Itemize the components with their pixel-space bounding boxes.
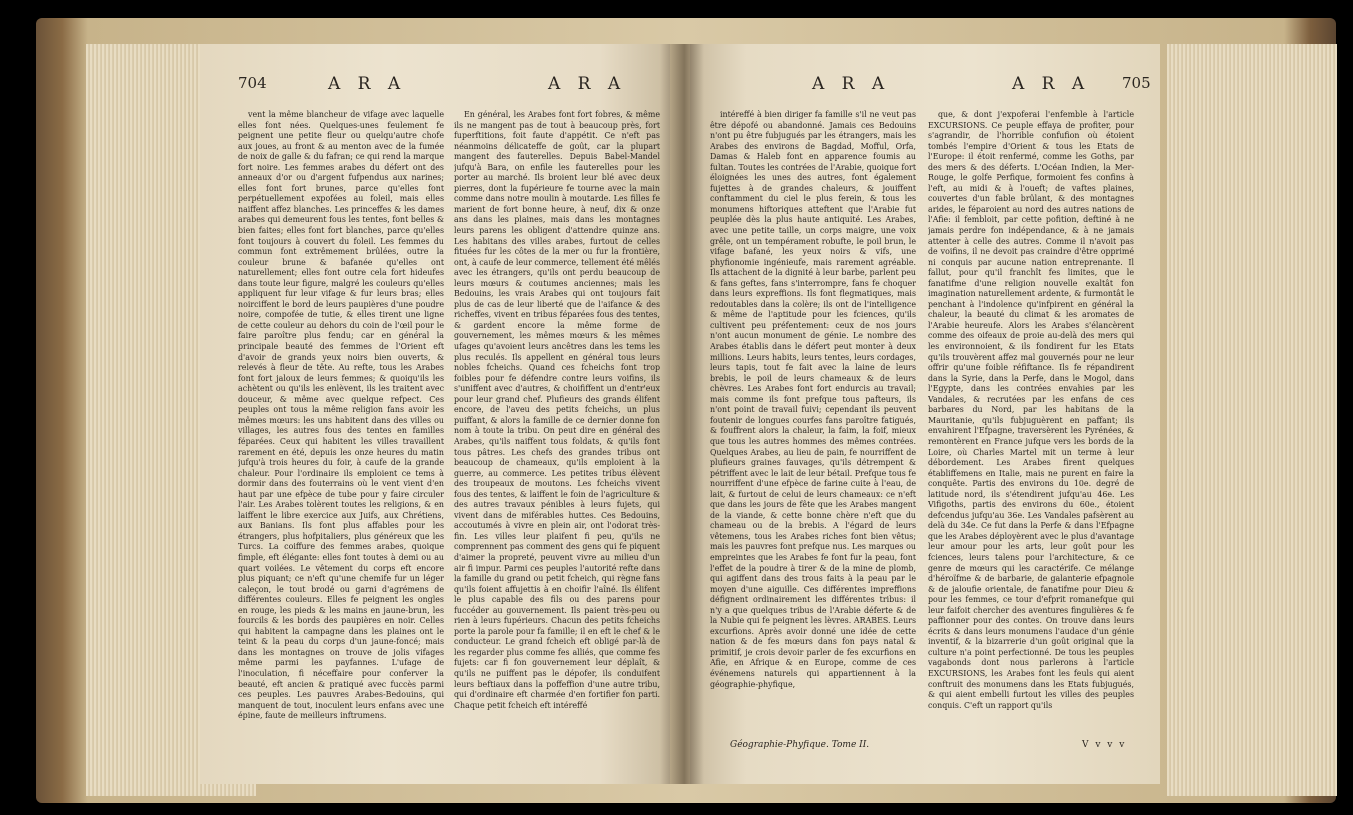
left-column-2: [454, 110, 660, 760]
right-column-2-text: que, & dont j'expoferai l'enfemble à l'article EXCURSIONS. Ce peuple effaya de profiter, pour s'agrandir, de l'horrible confufion où étoient tombés l'empire d'Orient & tous les Etats de l'Europe: il étoit renfermé, comme les Goths, par des mers & des déferts. L'Océan Indien, la Mer-Rouge, le golfe Perfique, formoient fes confins à l'eft, au midi & à l'oueft; de vaftes plaines, couvertes d'un fable brûlant, & des montagnes arides, le féparoient au nord des autres nations de l'Afie: il fembloit, par cette pofition, deftiné à ne jamais perdre fon indépendance, & à ne jamais attenter à celle des autres. Comme il n'avoit pas de voifins, il ne devoit pas craindre d'être opprimé ni conquis par aucune nation entreprenante. Il fallut, pour qu'il franchît fes limites, que le fanatifme d'une religion nouvelle exaltât fon imagination naturellement ardente, & furmontât le penchant à l'indolence qu'infpirent en général la chaleur, la beauté du climat & les aromates de l'Arabie heureufe. Alors les Arabes s'élancèrent comme des oifeaux de proie au-delà des mers qui les environnoient, & ils fondirent fur les Etats qu'ils trouvèrent affez mal gouvernés pour ne leur offrir qu'une foible réfiftance. Ils fe répandirent dans la Syrie, dans la Perfe, dans le Mogol, dans l'Egypte, dans les contrées envahies par les Vandales, & recrutées par les enfans de ces barbares du Nord, par les habitans de la Mauritanie, qu'ils fubjuguèrent en paffant; ils envahirent l'Efpagne, traversèrent les Pyrénées, & remontèrent en France jufque vers les bords de la Loire, où Charles Martel mit un terme à leur débordement. Les Arabes firent quelques établiffemens en Italie, mais ne purent en faire la conquête. Partis des environs du 10e. degré de latitude nord, ils s'étendirent jufqu'au 46e. Les Vifigoths, partis des environs du 60e., étoient defcendus jufqu'au 36e. Les Vandales pafsèrent au delà du 34e. Ce fut dans la Perfe & dans l'Efpagne que les Arabes déployèrent avec le plus d'avantage leur amour pour les arts, leur goût pour les fciences, leurs talens pour l'architecture, & ce genre de mœurs qui les caractérife. Ce mélange d'héroïfme & de barbarie, de galanterie efpagnole & de jaloufie orientale, de fanatifme pour Dieu & pour les femmes, ce tour d'efprit romanefque qui leur faifoit chercher des aventures fingulières & fe paffionner pour des contes. On trouve dans leurs écrits & dans leurs monumens l'audace d'un génie inventif, & la bizarrerie d'un goût original que la culture n'a point perfectionné. De tous les peuples vagabonds dont nous parlerons à l'article EXCURSIONS, les Arabes font les feuls qui aient conftruit des monumens dans les Etats fubjugués, & qui aient embelli furtout les villes des peuples conquis. C'eft un rapport qu'ils: [928, 110, 1134, 710]
right-column-2: [928, 110, 1134, 734]
right-page: [690, 44, 1160, 784]
right-footer: Géographie-Phyfique. Tome II.: [730, 740, 870, 750]
left-page-number: 704: [238, 74, 267, 92]
right-head-title-2: A R A: [1012, 74, 1091, 94]
right-column-1-text: intéreffé à bien diriger fa famille s'il ne veut pas être dépofé ou abandonné. Jamais ces Bedouins n'ont pu être fubjugués par les étrangers, mais les Arabes des environs de Bagdad, Mofful, Orfa, Damas & Haleb font en apparence foumis au fultan. Toutes les contrées de l'Arabie, quoique fort éloignées les unes des autres, font également fujettes à de grandes chaleurs, & jouiffent conftamment du ciel le plus ferein, & tous les monumens hiftoriques atteftent que l'Arabie fut peuplée dès la plus haute antiquité. Les Arabes, avec une petite taille, un corps maigre, une voix grêle, ont un tempérament robufte, le poil brun, le vifage bafané, les yeux noirs & vifs, une phyfionomie ingénieufe, mais rarement agréable. Ils attachent de la dignité à leur barbe, parlent peu & fans geftes, fans s'interrompre, fans fe choquer dans leurs expreffions. Ils font flegmatiques, mais redoutables dans la colère; ils ont de l'intelligence & même de l'aptitude pour les fciences, qu'ils cultivent peu préfentement: ceux de nos jours n'ont aucun monument de génie. Le nombre des Arabes établis dans le défert peut monter à deux millions. Leurs habits, leurs tentes, leurs cordages, leurs tapis, tout fe fait avec la laine de leurs brebis, le poil de leurs chameaux & de leurs chèvres. Les Arabes font fort endurcis au travail; mais comme ils font prefque tous pafteurs, ils n'ont point de travail fuivi; cependant ils peuvent foutenir de longues courfes fans paroître fatigués, & fouffrent alors la chaleur, la faim, la foif, mieux que tous les autres hommes des mêmes contrées. Quelques Arabes, au lieu de pain, fe nourriffent de plufieurs graines fauvages, qu'ils détrempent & pétriffent avec le lait de leur bétail. Prefque tous fe nourriffent d'une efpèce de farine cuite à l'eau, de lait, & furtout de celui de leurs chameaux: ce n'eft que dans les jours de fête que les Arabes mangent de la viande, & cette bonne chère n'eft que du chameau ou de la brebis. A l'égard de leurs vêtemens, tous les Arabes riches font bien vêtus; mais les pauvres font prefque nus. Les marques ou empreintes que les Arabes fe font fur la peau, font l'effet de la poudre à tirer & de la mine de plomb, qui agiffent dans des trous faits à la peau par le moyen d'une aiguille. Ces différentes impreffions défignent ordinairement les différentes tribus: il n'y a que quelques tribus de l'Arabie déferte & de la Nubie qui fe peignent les lèvres. ARABES. Leurs excurfions. Après avoir donné une idée de cette nation & de fes mœurs dans fon pays natal & primitif, je crois devoir parler de fes excurfions en Afie, en Afrique & en Europe, comme de ces événemens naturels qui appartiennent à la géographie-phyfique,: [710, 110, 916, 689]
left-page: [200, 44, 670, 784]
left-head-title-2: A R A: [548, 74, 627, 94]
right-running-head: [690, 74, 1160, 96]
left-running-head: [200, 74, 670, 96]
left-column-1-text: vent la même blancheur de vifage avec laquelle elles font nées. Quelques-unes feulement fe peignent une petite fleur ou quelqu'autre chofe aux joues, au front & au menton avec de la fumée de noix de galle & du fafran; ce qui rend la marque fort noire. Les femmes arabes du défert ont des anneaux d'or ou d'argent fufpendus aux narines; elles font fort brunes, parce qu'elles font perpétuellement expofées au foleil, mais elles naiffent affez blanches. Les princeffes & les dames arabes qui demeurent fous les tentes, font belles & bien faites; elles font fort blanches, parce qu'elles font toujours à couvert du foleil. Les femmes du commun font extrêmement brûlées, outre la couleur brune & bafanée qu'elles ont naturellement; elles font outre cela fort hideufes dans toute leur figure, malgré les couleurs qu'elles appliquent fur leur vifage & fur leurs bras; elles noirciffent le bord de leurs paupières d'une poudre noire, compofée de tutie, & elles tirent une ligne de cette couleur au dehors du coin de l'œil pour le faire paroître plus fendu; car en général la principale beauté des femmes de l'Orient eft d'avoir de grands yeux noirs bien ouverts, & relevés à fleur de tête. Au refte, tous les Arabes font fort jaloux de leurs femmes; & quoiqu'ils les achètent ou qu'ils les enlèvent, ils les traitent avec douceur, & même avec quelque refpect. Ces peuples ont tous la même religion fans avoir les mêmes mœurs: les uns habitent dans des villes ou villages, les autres fous des tentes en familles féparées. Ceux qui habitent les villes travaillent rarement en été, depuis les onze heures du matin jufqu'à trois heures du foir, à caufe de la grande chaleur. Pour l'ordinaire ils emploient ce tems à dormir dans des fouterrains où le vent vient d'en haut par une efpèce de tube pour y faire circuler l'air. Les Arabes tolèrent toutes les religions, & en laiffent le libre exercice aux Juifs, aux Chrétiens, aux Banians. Ils font plus affables pour les étrangers, plus hofpitaliers, plus généreux que les Turcs. La coiffure des femmes arabes, quoique fimple, eft élégante: elles font toutes à demi ou au quart voilées. Le vêtement du corps eft encore plus piquant; ce n'eft qu'une chemife fur un léger caleçon, le tout brodé ou garni d'agrémens de différentes couleurs. Elles fe peignent les ongles en rouge, les pieds & les mains en jaune-brun, les fourcils & les bords des paupières en noir. Celles qui habitent la campagne dans les plaines ont le teint & la peau du corps d'un jaune-foncé; mais dans les montagnes on trouve de jolis vifages même parmi les payfannes. L'ufage de l'inoculation, fi néceffaire pour conferver la beauté, eft ancien & pratiqué avec fuccès parmi ces peuples. Les pauvres Arabes-Bedouins, qui manquent de tout, inoculent leurs enfans avec une épine, faute de meilleurs inftrumens.: [238, 110, 444, 721]
left-head-title-1: A R A: [328, 74, 407, 94]
right-signature-mark: V v v v: [1082, 740, 1127, 750]
left-column-2-text: En général, les Arabes font fort fobres, & même ils ne mangent pas de tout à beaucoup près, fort fuperftitions, foit faute d'appétit. Ce n'eft pas néanmoins délicateffe de goût, car la plupart mangent des fauterelles. Depuis Babel-Mandel jufqu'à Bara, on enfile les fauterelles pour les porter au marché. Ils broient leur blé avec deux pierres, dont la fupérieure fe tourne avec la main comme dans notre moulin à moutarde. Les filles fe marient de fort bonne heure, à neuf, dix & onze ans dans les plaines, mais dans les montagnes leurs parens les obligent d'attendre quinze ans. Les habitans des villes arabes, furtout de celles fituées fur les côtes de la mer ou fur la frontière, ont, à caufe de leur commerce, tellement été mêlés avec les étrangers, qu'ils ont perdu beaucoup de leurs mœurs & coutumes anciennes; mais les Bedouins, les vrais Arabes qui ont toujours fait plus de cas de leur liberté que de l'aifance & des richeffes, vivent en tribus féparées fous des tentes, & gardent encore la même forme de gouvernement, les mêmes mœurs & les mêmes ufages qu'avoient leurs ancêtres dans les tems les plus reculés. Ils appellent en général tous leurs nobles fcheichs. Quand ces fcheichs font trop foibles pour fe défendre contre leurs voifins, ils s'uniffent avec d'autres, & choififfent un d'entr'eux pour leur grand chef. Plufieurs des grands élifent encore, de l'aveu des petits fcheichs, un plus puiffant, & alors la famille de ce dernier donne fon nom à toute la tribu. On peut dire en général des Arabes, qu'ils naiffent tous foldats, & qu'ils font tous pâtres. Les chefs des grandes tribus ont beaucoup de chameaux, qu'ils emploient à la guerre, au commerce. Les petites tribus élèvent des troupeaux de moutons. Les fcheichs vivent fous des tentes, & laiffent le foin de l'agriculture & des autres travaux pénibles à leurs fujets, qui vivent dans de miférables huttes. Ces Bedouins, accoutumés à vivre en plein air, ont l'odorat très-fin. Les villes leur plaifent fi peu, qu'ils ne comprennent pas comment des gens qui fe piquent d'aimer la propreté, peuvent vivre au milieu d'un air fi impur. Parmi ces peuples l'autorité refte dans la famille du grand ou petit fcheich, qui règne fans qu'ils foient affujettis à en choifir l'aîné. Ils élifent le plus capable des fils ou des parens pour fuccéder au gouvernement. Ils paient très-peu ou rien à leurs fupérieurs. Chacun des petits fcheichs porte la parole pour fa famille; il en eft le chef & le conducteur. Le grand fcheich eft obligé par-là de les regarder plus comme fes alliés, que comme fes fujets: car fi fon gouvernement leur déplaît, & qu'ils ne puiffent pas le dépofer, ils conduifent leurs beftiaux dans la poffeffion d'une autre tribu, qui d'ordinaire eft charmée d'en fortifier fon parti. Chaque petit fcheich eft intéreffé: [454, 110, 660, 710]
left-column-1: [238, 110, 444, 760]
right-column-1: [710, 110, 916, 734]
right-head-title-1: A R A: [812, 74, 891, 94]
page-edges-right: [1167, 44, 1337, 796]
right-page-number: 705: [1122, 74, 1151, 92]
